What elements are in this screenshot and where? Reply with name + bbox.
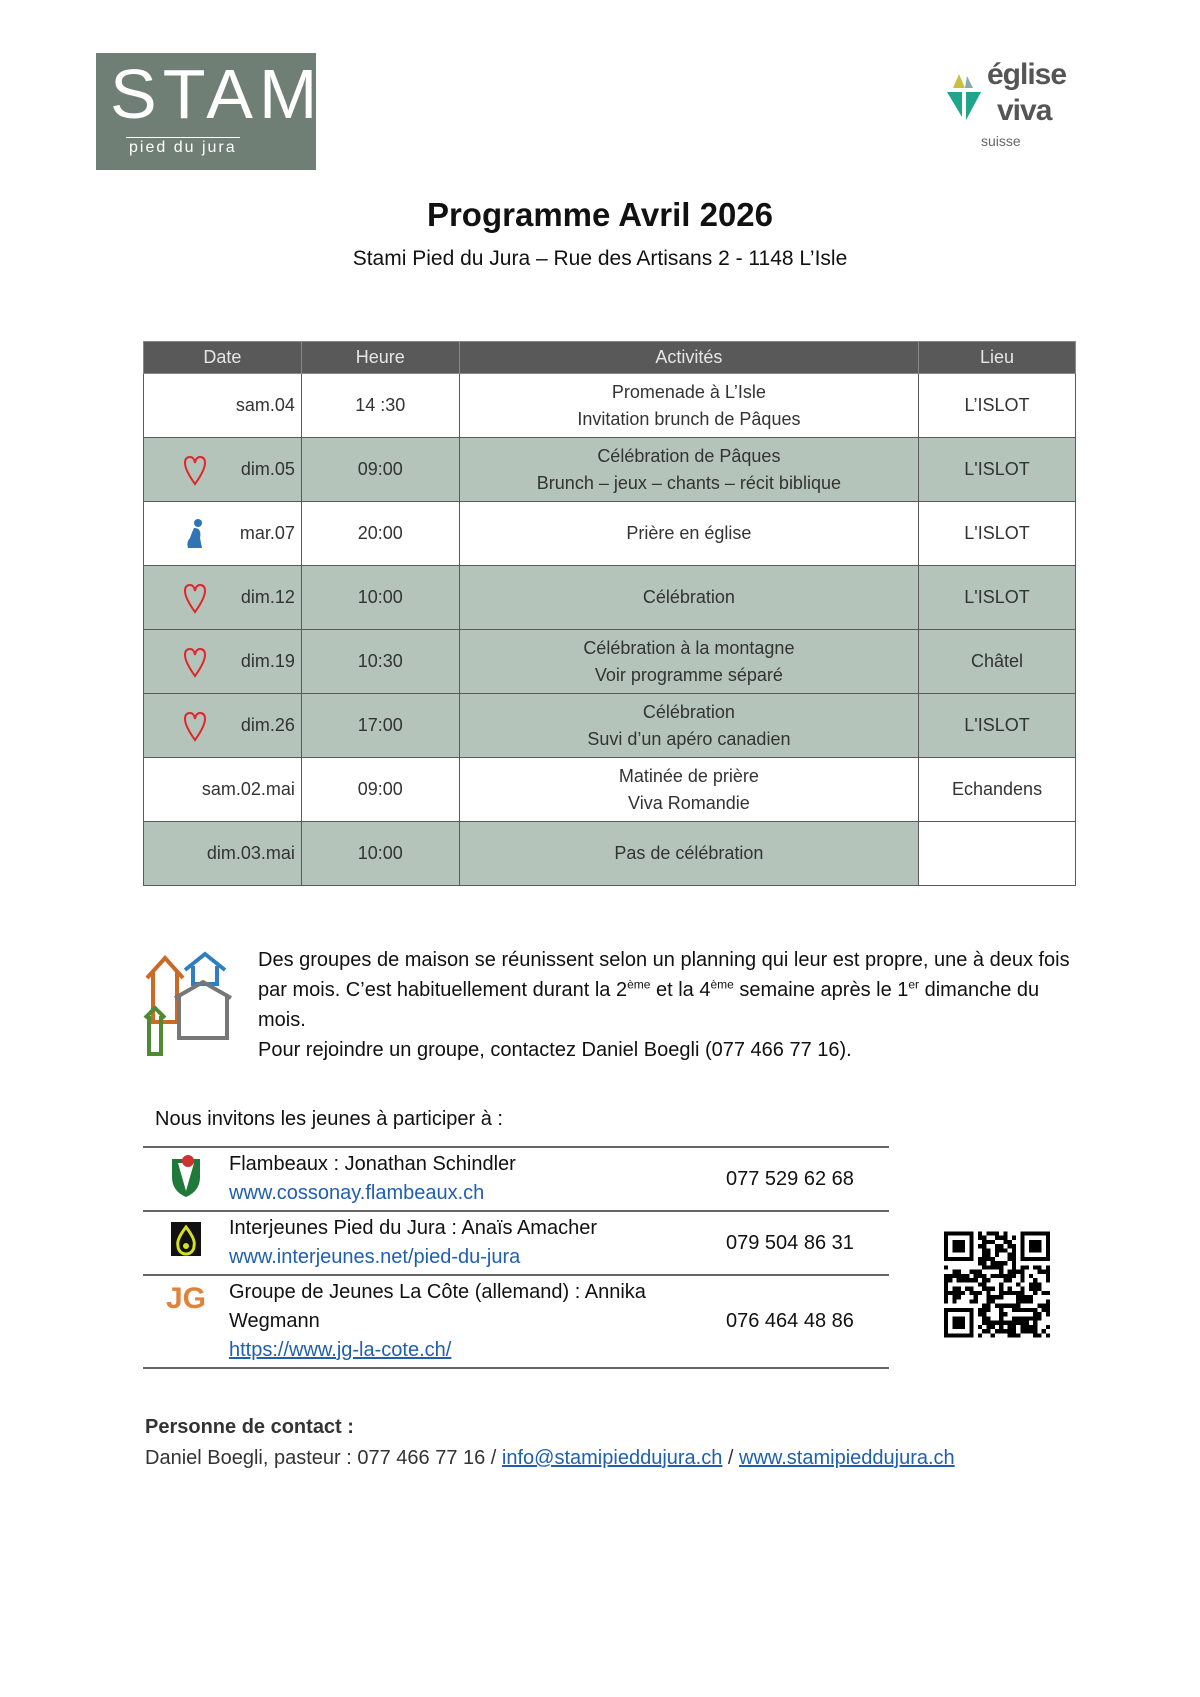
activity-cell: Matinée de prière Viva Romandie <box>459 758 918 822</box>
youth-intro: Nous invitons les jeunes à participer à : <box>155 1108 503 1130</box>
place-cell: L'ISLOT <box>919 694 1076 758</box>
phone: 079 504 86 31 <box>726 1211 889 1275</box>
flambeaux-logo-icon <box>168 1153 204 1197</box>
place-cell: L'ISLOT <box>919 502 1076 566</box>
schedule-header <box>144 342 1076 374</box>
interjeunes-logo-icon <box>171 1222 201 1256</box>
activity-cell: Célébration de Pâques Brunch – jeux – chants – récit biblique <box>459 438 918 502</box>
header-date: Date <box>144 342 302 374</box>
youth-row: JG Groupe de Jeunes La Côte (allemand) : Annika Wegmann https://www.jg-la-cote.ch/ 076 464 48 86 <box>143 1275 889 1368</box>
schedule-row <box>144 438 1076 502</box>
time-cell: 10:30 <box>301 630 459 694</box>
activity-cell: Célébration <box>459 566 918 630</box>
contact-section: Personne de contact : Daniel Boegli, pasteur : 077 466 77 16 / info@stamipieddujura.ch / www.stamipieddujura.ch <box>145 1416 955 1469</box>
time-cell: 20:00 <box>301 502 459 566</box>
date-cell: dim.05 <box>144 438 302 502</box>
phone: 076 464 48 86 <box>726 1275 889 1368</box>
date-cell: sam.04 <box>144 374 302 438</box>
house-groups-text: Des groupes de maison se réunissent selon un planning qui leur est propre, une à deux fois par mois. C’est habituellement durant la 2ème et la 4ème semaine après le 1er dimanche du mois. Pour rejoindre un groupe, contactez Daniel Boegli (077 466 77 16). <box>258 949 1070 1061</box>
date-cell: sam.02.mai <box>144 758 302 822</box>
header-place: Lieu <box>919 342 1076 374</box>
place-cell: L'ISLOT <box>919 566 1076 630</box>
place-cell: L'ISLOT <box>919 438 1076 502</box>
date-cell: mar.07 <box>144 502 302 566</box>
schedule-table <box>143 341 1076 886</box>
schedule-row <box>144 502 1076 566</box>
time-cell: 09:00 <box>301 438 459 502</box>
heart-icon <box>182 646 208 678</box>
place-cell: L’ISLOT <box>919 374 1076 438</box>
heart-icon <box>182 582 208 614</box>
jg-logo-icon: JG <box>165 1282 207 1315</box>
houses-icon <box>143 948 248 1054</box>
date-cell: dim.26 <box>144 694 302 758</box>
youth-row: Flambeaux : Jonathan Schindler www.cossonay.flambeaux.ch 077 529 62 68 <box>143 1147 889 1211</box>
time-cell: 10:00 <box>301 566 459 630</box>
page-title: Programme Avril 2026 <box>426 196 774 233</box>
viva-diamond-icon <box>945 74 985 134</box>
activity-cell: Pas de célébration <box>459 822 918 886</box>
place-cell <box>919 822 1076 886</box>
schedule-row <box>144 694 1076 758</box>
activity-cell: Célébration à la montagne Voir programme séparé <box>459 630 918 694</box>
flambeaux-link[interactable]: www.cossonay.flambeaux.ch <box>229 1182 485 1204</box>
place-cell: Echandens <box>919 758 1076 822</box>
activity-cell: Prière en église <box>459 502 918 566</box>
header-time: Heure <box>301 342 459 374</box>
eglise-viva-logo: église viva suisse <box>945 58 1080 158</box>
praying-person-icon <box>182 518 208 550</box>
date-cell: dim.12 <box>144 566 302 630</box>
time-cell: 14 :30 <box>301 374 459 438</box>
schedule-row <box>144 822 1076 886</box>
heart-icon <box>182 710 208 742</box>
time-cell: 17:00 <box>301 694 459 758</box>
heart-icon <box>182 454 208 486</box>
phone: 077 529 62 68 <box>726 1147 889 1211</box>
interjeunes-link[interactable]: www.interjeunes.net/pied-du-jura <box>229 1246 521 1268</box>
stami-logo: STAMI pied du jura <box>96 53 316 170</box>
date-cell: dim.19 <box>144 630 302 694</box>
activity-cell: Promenade à L’Isle Invitation brunch de Pâques <box>459 374 918 438</box>
date-cell: dim.03.mai <box>144 822 302 886</box>
activity-cell: Célébration Suvi d’un apéro canadien <box>459 694 918 758</box>
place-cell: Châtel <box>919 630 1076 694</box>
schedule-row <box>144 758 1076 822</box>
time-cell: 09:00 <box>301 758 459 822</box>
schedule-row <box>144 566 1076 630</box>
jg-link[interactable]: https://www.jg-la-cote.ch/ <box>229 1339 452 1361</box>
time-cell: 10:00 <box>301 822 459 886</box>
email-link[interactable]: info@stamipieddujura.ch <box>501 1447 723 1469</box>
page-subtitle: Stami Pied du Jura – Rue des Artisans 2 - 1148 L’Isle <box>352 247 848 270</box>
qr-code[interactable] <box>944 1231 1050 1338</box>
youth-row: Interjeunes Pied du Jura : Anaïs Amacher www.interjeunes.net/pied-du-jura 079 504 86 31 <box>143 1211 889 1275</box>
header-activity: Activités <box>459 342 918 374</box>
schedule-row <box>144 630 1076 694</box>
website-link[interactable]: www.stamipieddujura.ch <box>739 1447 955 1469</box>
youth-groups-table <box>143 1146 889 1369</box>
schedule-row <box>144 374 1076 438</box>
contact-label: Personne de contact : <box>145 1416 354 1438</box>
